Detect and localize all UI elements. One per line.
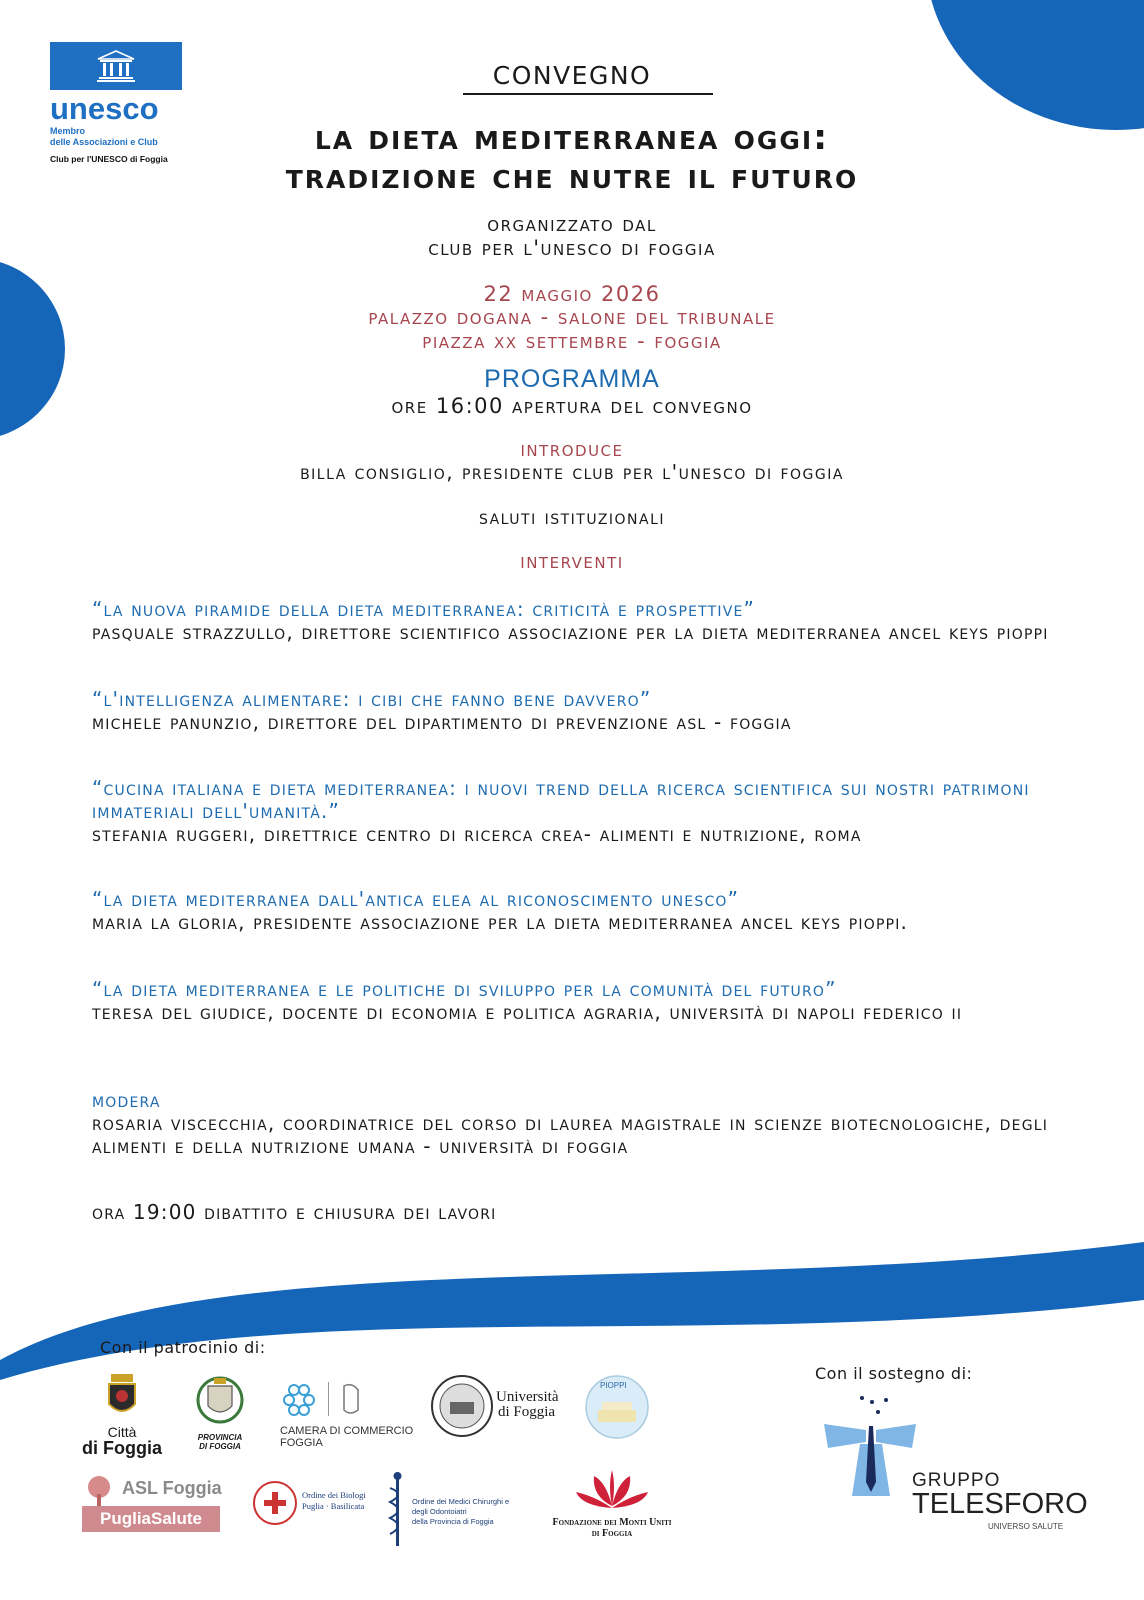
talk-speaker: stefania ruggeri, direttrice centro di ricerca crea- alimenti e nutrizione, roma <box>92 822 862 846</box>
talk-2 <box>92 688 1072 734</box>
modera-block <box>92 1089 1072 1158</box>
talk-3 <box>92 777 1072 846</box>
citta-line1: Città <box>107 1424 137 1440</box>
fondazione-flower-icon <box>572 1466 652 1512</box>
event-date: 22 maggio 2026 <box>483 282 661 306</box>
venue-line1: palazzo dogana - salone del tribunale <box>368 305 776 329</box>
fondazione-line1: Fondazione dei Monti Uniti <box>552 1517 672 1528</box>
asl-line2: PugliaSalute <box>82 1506 220 1532</box>
opening-time: ore 16:00 apertura del convegno <box>391 394 753 418</box>
citta-di-foggia-logo <box>82 1372 162 1457</box>
medici-line2: degli Odontoiatri <box>412 1507 467 1516</box>
pioppi-logo <box>584 1374 654 1445</box>
introduce-text: billa consiglio, presidente club per l'unesco di foggia <box>300 460 844 484</box>
patrocinio-label: Con il patrocinio di: <box>100 1338 266 1357</box>
provincia-line1: PROVINCIA <box>197 1433 243 1442</box>
medici-line1: Ordine dei Medici Chirurghi e <box>412 1497 510 1506</box>
talk-speaker: teresa del giudice, docente di economia e politica agraria, università di napoli federico ii <box>92 1000 963 1024</box>
telesforo-line1: GRUPPO <box>912 1470 1001 1491</box>
asl-tree-icon <box>82 1474 116 1508</box>
telesforo-line2: TELESFORO <box>912 1488 1088 1520</box>
introduce-label: introduce <box>520 437 624 461</box>
talk-title: “la nuova piramide della dieta mediterranea: criticità e prospettive” <box>92 597 756 621</box>
gruppo-telesforo-logo <box>820 1392 1090 1537</box>
medici-line3: della Provincia di Foggia <box>412 1517 494 1526</box>
sostegno-label: Con il sostegno di: <box>815 1364 973 1383</box>
main-title-line2: tradizione che nutre il futuro <box>285 157 859 197</box>
camera-commercio-logo <box>280 1380 430 1449</box>
kicker-convegno: convegno <box>492 52 652 93</box>
city-crest-icon <box>105 1372 139 1420</box>
biologi-line2: Puglia · Basilicata <box>302 1501 365 1511</box>
modera-text: rosaria viscecchia, coordinatrice del corso di laurea magistrale in scienze biotecnologiche, degli alimenti e della nutrizione umana - università di foggia <box>92 1111 1049 1158</box>
biologi-line1: Ordine dei Biologi <box>302 1490 366 1500</box>
closing-time: ora 19:00 dibattito e chiusura dei lavori <box>92 1200 497 1224</box>
unesco-wordmark: unesco <box>50 91 159 126</box>
camera-line2: FOGGIA <box>280 1437 323 1449</box>
talk-4 <box>92 888 1072 934</box>
provincia-foggia-logo <box>188 1372 252 1451</box>
talk-title: “l'intelligenza alimentare: i cibi che fanno bene davvero” <box>92 687 652 711</box>
telesforo-figure-icon <box>820 1392 920 1502</box>
biologi-seal-icon <box>252 1480 298 1526</box>
saluti-istituzionali: saluti istituzionali <box>478 505 666 529</box>
venue-line2: piazza xx settembre - foggia <box>422 329 722 353</box>
pioppi-label: PIOPPI <box>600 1381 627 1390</box>
talk-title: “cucina italiana e dieta mediterranea: i nuovi trend della ricerca scientifica sui nostri patrimoni immateriali dell'umanità.” <box>92 776 1030 823</box>
programma-heading: PROGRAMMA <box>484 365 660 393</box>
talk-speaker: maria la gloria, presidente associazione per la dieta mediterranea ancel keys pioppi. <box>92 910 909 934</box>
main-title-line1: la dieta mediterranea oggi: <box>314 118 830 158</box>
citta-line2: di Foggia <box>82 1438 162 1458</box>
province-crest-icon <box>196 1372 244 1428</box>
talk-5 <box>92 978 1072 1024</box>
talk-speaker: michele panunzio, direttore del dipartimento di prevenzione asl - foggia <box>92 710 792 734</box>
fondazione-line2: di Foggia <box>591 1528 633 1539</box>
caduceus-icon <box>386 1470 410 1548</box>
uni-line1: Università <box>496 1389 559 1405</box>
telesforo-line3: UNIVERSO SALUTE <box>988 1522 1064 1531</box>
organized-line1: organizzato dal <box>487 212 657 236</box>
unesco-club-name: Club per l'UNESCO di Foggia <box>50 154 168 164</box>
fondazione-monti-uniti-logo <box>532 1466 692 1539</box>
talk-1 <box>92 598 1072 644</box>
uni-line2: di Foggia <box>498 1404 556 1420</box>
talk-title: “la dieta mediterranea dall'antica elea al riconoscimento unesco” <box>92 887 740 911</box>
talk-title: “la dieta mediterranea e le politiche di sviluppo per la comunità del futuro” <box>92 977 837 1001</box>
asl-line1: ASL Foggia <box>122 1478 222 1498</box>
university-seal-icon <box>430 1374 494 1438</box>
unesco-member-line2: delle Associazioni e Club <box>50 137 158 147</box>
interventi-label: interventi <box>520 549 624 573</box>
talk-speaker: pasquale strazzullo, direttore scientifico associazione per la dieta mediterranea ancel keys pioppi <box>92 620 1049 644</box>
bottom-blue-wave <box>0 1230 1144 1380</box>
kicker-underline <box>463 93 713 95</box>
camera-line1: CAMERA DI COMMERCIO <box>280 1425 414 1437</box>
camera-knot-icon <box>280 1380 370 1420</box>
provincia-line2: DI FOGGIA <box>199 1442 241 1451</box>
unesco-member-line1: Membro <box>50 126 86 136</box>
modera-label: modera <box>92 1088 161 1112</box>
organized-line2: club per l'unesco di foggia <box>428 236 716 260</box>
